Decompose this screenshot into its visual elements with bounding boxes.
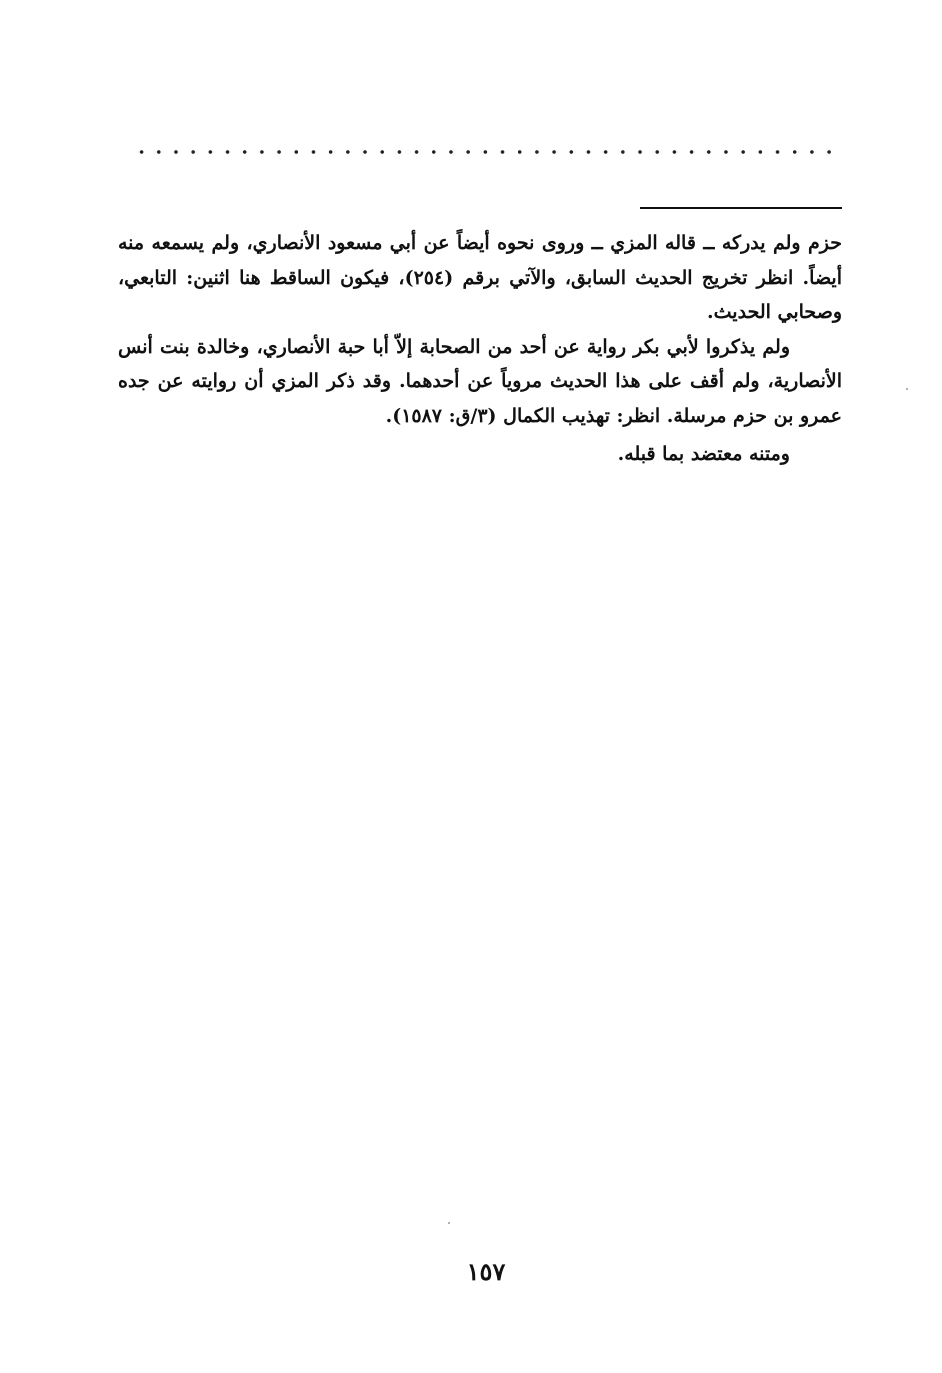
footnote-paragraph-1: حزم ولم يدركه ــ قاله المزي ــ وروى نحوه أيضاً عن أبي مسعود الأنصاري، ولم يسمعه منه أيضاً. انظر تخريج الحديث السابق، والآتي برقم (٢٥٤)، فيكون الساقط هنا اثنين: التابعي، وصحابي الحديث. (118, 232, 843, 323)
footnote-text (118, 226, 842, 472)
footnote-paragraph-3: ومتنه معتضد بما قبله. (617, 443, 790, 465)
footnote-paragraph-2: ولم يذكروا لأبي بكر رواية عن أحد من الصحابة إلاّ أبا حبة الأنصاري، وخالدة بنت أنس الأنصارية، ولم أقف على هذا الحديث مروياً عن أحدهما. وقد ذكر المزي أن روايته عن جده عمرو بن حزم مرسلة. انظر: تهذيب الكمال (٣/ق: ١٥٨٧). (118, 335, 842, 427)
scan-speck (906, 388, 908, 390)
footnote-separator-line (640, 207, 842, 209)
scan-speck (448, 1222, 450, 1224)
dotted-separator (133, 148, 839, 156)
page-number: ١٥٧ (466, 1257, 506, 1286)
